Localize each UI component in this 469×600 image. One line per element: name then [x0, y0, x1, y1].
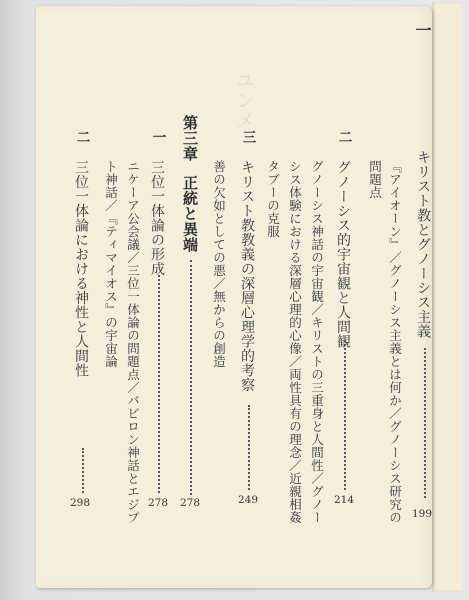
toc-entry-title: グノーシス的宇宙観と人間観 — [335, 160, 351, 349]
toc-entry-marker: 一 — [413, 22, 432, 39]
adjacent-page-edge — [432, 2, 462, 592]
toc-subtopics-line: タブーの克服 — [265, 160, 281, 238]
dot-leader — [82, 448, 84, 493]
toc-page-number: 298 — [70, 497, 91, 509]
toc-subtopics-line: ト神話／『ティマイオス』の宇宙論 — [103, 160, 119, 368]
dot-leader — [424, 348, 426, 498]
toc-entry-title: 三位一体論における神性と人間性 — [73, 160, 89, 378]
toc-entry-marker: 二 — [335, 130, 352, 144]
chapter-label: 第三章 — [181, 115, 199, 162]
chapter-title: 正統と異端 — [181, 175, 199, 253]
show-through-text: ユンメ — [232, 70, 256, 130]
dot-leader — [190, 260, 192, 495]
toc-subtopics-line: ニケーア公会議／三位一体論の問題点／バビロン神話とエジプ — [125, 160, 141, 524]
toc-subtopics-line: 善の欠如としての悪／無からの創造 — [211, 160, 227, 368]
dot-leader — [158, 275, 160, 493]
dot-leader — [248, 405, 250, 490]
toc-subtopics-line: 問題点 — [367, 160, 383, 199]
toc-entry-title: 三位一体論の形成 — [149, 160, 165, 276]
toc-entry-title: キリスト教とグノーシス主義 — [415, 150, 431, 339]
toc-entry-marker: 三 — [239, 130, 256, 144]
toc-page-number: 249 — [238, 494, 259, 506]
toc-page-number: 278 — [148, 497, 169, 509]
toc-entry-marker: 二 — [73, 130, 90, 144]
dot-leader — [344, 340, 346, 490]
toc-page-number: 214 — [334, 494, 355, 506]
toc-subtopics-line: 『アイオーン』／グノーシス主義とは何か／グノーシス研究の — [387, 160, 403, 524]
toc-page-number: 199 — [412, 508, 433, 520]
toc-subtopics-line: グノーシス神話の宇宙観／キリストの三重身と人間性／グノー — [309, 160, 325, 524]
toc-entry-marker: 一 — [149, 130, 166, 144]
toc-entry-title: キリスト教教義の深層心理学的考察 — [239, 160, 255, 392]
toc-subtopics-line: シス体験における深層心理的心像／両性具有の理念／近親相姦 — [287, 160, 303, 524]
toc-page-number: 278 — [180, 497, 201, 509]
